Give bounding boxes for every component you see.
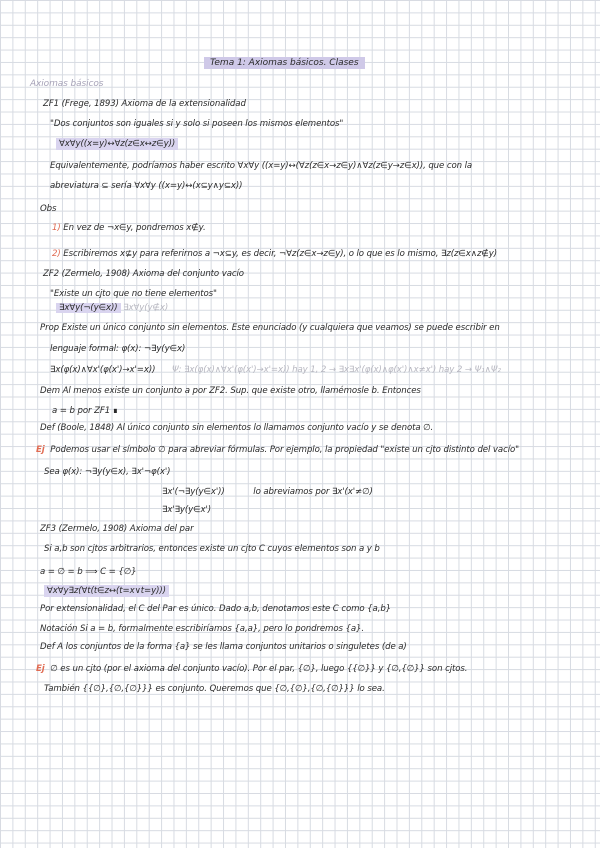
dem-line2: a = b por ZF1 ∎ <box>52 406 119 416</box>
zf2-quote: "Existe un cjto que no tiene elementos" <box>50 289 217 299</box>
obs-item-1 <box>52 222 206 234</box>
ej1-mark: Ej <box>36 445 45 455</box>
zf1-equiv-line1: Equivalentemente, podríamos haber escrito ∀x∀y ((x=y)↔(∀z(z∈x→z∈y)∧∀z(z∈y→z∈x)), que con la <box>50 161 473 171</box>
zf3-formula: ∀x∀y∃z(∀t(t∈z↔(t=x∨t=y))) <box>44 585 169 597</box>
obs-number-2: 2) <box>52 249 61 259</box>
zf2-heading: ZF2 (Zermelo, 1908) Axioma del conjunto vacío <box>43 269 244 279</box>
ej1-line2: Sea φ(x): ¬∃y(y∈x), ∃x'¬φ(x') <box>44 467 171 477</box>
prop-line3 <box>50 364 501 376</box>
zf3-def: Def A los conjuntos de la forma {a} se les llama conjuntos unitarios o singuletes (de a) <box>40 642 407 652</box>
ej1-line3-note: lo abreviamos por ∃x'(x'≠∅) <box>253 487 373 497</box>
ej1-line4: ∃x'∃y(y∈x') <box>162 505 212 515</box>
dem-line1: Dem Al menos existe un conjunto a por ZF2. Sup. que existe otro, llamémosle b. Entonces <box>40 386 421 396</box>
zf3-heading: ZF3 (Zermelo, 1908) Axioma del par <box>40 524 194 534</box>
zf3-notation: Notación Si a = b, formalmente escribiríamos {a,a}, pero lo pondremos {a}. <box>40 624 365 634</box>
zf1-quote: "Dos conjuntos son iguales si y solo si poseen los mismos elementos" <box>50 119 344 129</box>
zf2-formula-row <box>56 302 168 314</box>
prop-line1: Prop Existe un único conjunto sin elementos. Este enunciado (y cualquiera que veamos) se puede escribir en <box>40 323 500 333</box>
obs-item-2-text: Escribiremos x⊈y para referirnos a ¬x⊆y, es decir, ¬∀z(z∈x→z∈y), o lo que es lo mismo, ∃z(z∈x∧z∉y) <box>63 249 498 259</box>
zf2-formula-alt: ∃x∀y(y∉x) <box>123 303 169 313</box>
obs-label: Obs <box>40 204 57 214</box>
zf3-line3: Por extensionalidad, el C del Par es único. Dado a,b, denotamos este C como {a,b} <box>40 604 392 614</box>
ej1-line3-formula: ∃x'(¬∃y(y∈x')) <box>162 487 225 497</box>
ej2-line2: También {{∅},{∅,{∅}}} es conjunto. Queremos que {∅,{∅},{∅,{∅}}} lo sea. <box>44 684 385 694</box>
ej2-mark: Ej <box>36 664 45 674</box>
obs-item-1-text: En vez de ¬x∈y, pondremos x∉y. <box>63 223 206 233</box>
zf1-formula: ∀x∀y((x=y)↔∀z(z∈x↔z∈y)) <box>56 138 178 150</box>
prop-margin-note: Ψ: ∃x(φ(x)∧∀x'(φ(x')→x'=x)) hay 1, 2 → ∃x∃x'(φ(x)∧φ(x')∧x≠x') hay 2 → Ψ₁∧Ψ₂ <box>172 365 501 375</box>
obs-number-1: 1) <box>52 223 61 233</box>
zf1-equiv-line2: abreviatura ⊆ sería ∀x∀y ((x=y)↔(x⊆y∧y⊆x)) <box>50 181 243 191</box>
def-empty-set: Def (Boole, 1848) Al único conjunto sin elementos lo llamamos conjunto vacío y se denota ∅. <box>40 423 434 433</box>
section-heading: Axiomas básicos <box>30 79 104 89</box>
ej1-text: Podemos usar el símbolo ∅ para abreviar fórmulas. Por ejemplo, la propiedad "existe un cjto distinto del vacío" <box>50 445 519 455</box>
ej2-line1 <box>36 663 467 675</box>
prop-line2: lenguaje formal: φ(x): ¬∃y(y∈x) <box>50 344 186 354</box>
prop-formula: ∃x(φ(x)∧∀x'(φ(x')→x'=x)) <box>50 365 156 375</box>
ej1-line3 <box>162 486 373 498</box>
zf3-line1: Si a,b son cjtos arbitrarios, entonces existe un cjto C cuyos elementos son a y b <box>44 544 380 554</box>
ej2-text: ∅ es un cjto (por el axioma del conjunto vacío). Por el par, {∅}, luego {{∅}} y {∅,{∅}} son cjtos. <box>50 664 468 674</box>
obs-item-2 <box>52 248 497 260</box>
zf2-formula: ∃x∀y(¬(y∈x)) <box>56 303 121 313</box>
ej1-line1 <box>36 444 519 456</box>
page-title: Tema 1: Axiomas básicos. Clases <box>204 57 365 69</box>
zf3-line2: a = ∅ = b ⟹ C = {∅} <box>40 567 137 577</box>
zf1-heading: ZF1 (Frege, 1893) Axioma de la extensionalidad <box>43 99 246 109</box>
